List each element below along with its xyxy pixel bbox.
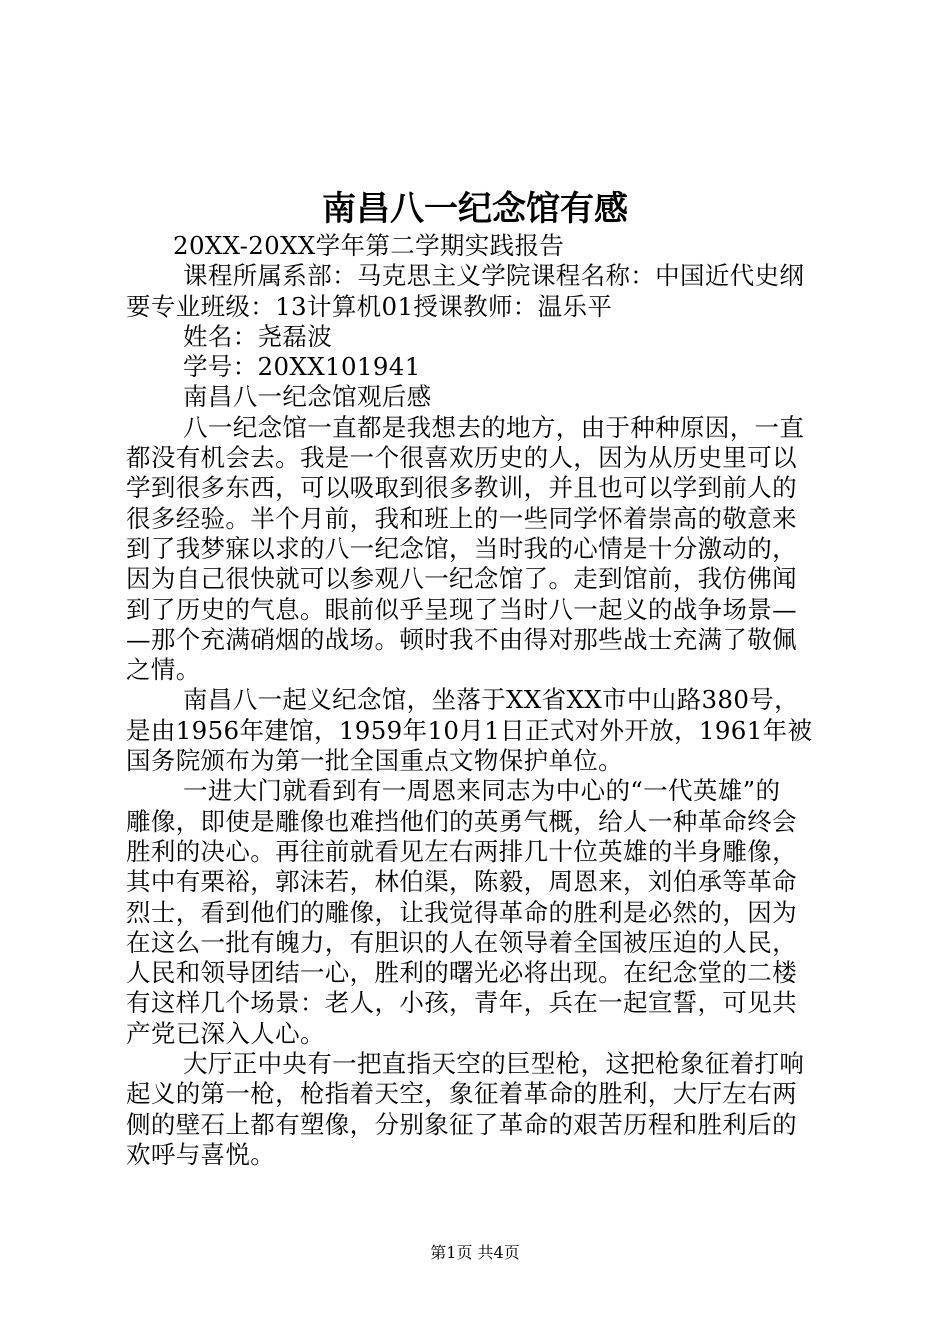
paragraph-line: 南昌八一起义纪念馆，坐落于XX省XX市中山路380号， bbox=[183, 685, 799, 715]
paragraph-line: 一进大门就看到有一周恩来同志为中心的“一代英雄”的 bbox=[183, 776, 781, 806]
student-id-line: 学号：20XX101941 bbox=[183, 352, 421, 382]
paragraph-line: 八一纪念馆一直都是我想去的地方，由于种种原因，一直 bbox=[183, 412, 805, 442]
paragraph-line: 侧的壁石上都有塑像，分别象征了革命的艰苦历程和胜利后的 bbox=[126, 1109, 797, 1139]
paragraph-line: 胜利的决心。再往前就看见左右两排几十位英雄的半身雕像， bbox=[126, 836, 797, 866]
course-info-line: 课程所属系部：马克思主义学院课程名称：中国近代史纲 bbox=[183, 261, 805, 291]
paragraph-line: 到了历史的气息。眼前似乎呈现了当时八一起义的战争场景— bbox=[126, 594, 797, 624]
paragraph-line: 烈士，看到他们的雕像，让我觉得革命的胜利是必然的，因为 bbox=[126, 897, 797, 927]
course-info-line-cont: 要专业班级：13计算机01授课教师：温乐平 bbox=[126, 291, 613, 321]
paragraph-line: 有这样几个场景：老人，小孩，青年，兵在一起宣誓，可见共 bbox=[126, 988, 797, 1018]
page-number-footer: 第1页 共4页 bbox=[430, 1243, 520, 1262]
document-body bbox=[126, 231, 832, 1170]
paragraph-line: 产党已深入人心。 bbox=[126, 1018, 325, 1048]
report-term-line: 20XX-20XX学年第二学期实践报告 bbox=[173, 231, 565, 260]
paragraph-line: 起义的第一枪，枪指着天空，象征着革命的胜利，大厅左右两 bbox=[126, 1079, 797, 1109]
paragraph-line: 因为自己很快就可以参观八一纪念馆了。走到馆前，我仿佛闻 bbox=[126, 564, 797, 594]
paragraph-line: 欢呼与喜悦。 bbox=[126, 1139, 276, 1169]
paragraph-line: 都没有机会去。我是一个很喜欢历史的人，因为从历史里可以 bbox=[126, 443, 797, 473]
essay-subtitle: 南昌八一纪念馆观后感 bbox=[183, 382, 432, 412]
paragraph-line: 是由1956年建馆，1959年10月1日正式对外开放，1961年被 bbox=[126, 715, 813, 745]
paragraph-line: 到了我梦寐以求的八一纪念馆，当时我的心情是十分激动的， bbox=[126, 533, 797, 563]
paragraph-line: 在这么一批有魄力，有胆识的人在领导着全国被压迫的人民， bbox=[126, 927, 797, 957]
paragraph-line: 人民和领导团结一心，胜利的曙光必将出现。在纪念堂的二楼 bbox=[126, 958, 797, 988]
paragraph-line: 国务院颁布为第一批全国重点文物保护单位。 bbox=[126, 746, 623, 776]
paragraph-line: 很多经验。半个月前，我和班上的一些同学怀着崇高的敬意来 bbox=[126, 503, 797, 533]
paragraph-line: 之情。 bbox=[126, 655, 201, 685]
document-title: 南昌八一纪念馆有感 bbox=[322, 189, 628, 229]
paragraph-line: 雕像，即使是雕像也难挡他们的英勇气概，给人一种革命终会 bbox=[126, 806, 797, 836]
paragraph-line: 大厅正中央有一把直指天空的巨型枪，这把枪象征着打响 bbox=[183, 1049, 805, 1079]
paragraph-line: 学到很多东西，可以吸取到很多教训，并且也可以学到前人的 bbox=[126, 473, 797, 503]
paragraph-line: —那个充满硝烟的战场。顿时我不由得对那些战士充满了敬佩 bbox=[126, 624, 797, 654]
paragraph-line: 其中有栗裕，郭沫若，林伯渠，陈毅，周恩来，刘伯承等革命 bbox=[126, 867, 797, 897]
student-name-line: 姓名：尧磊波 bbox=[183, 321, 333, 351]
